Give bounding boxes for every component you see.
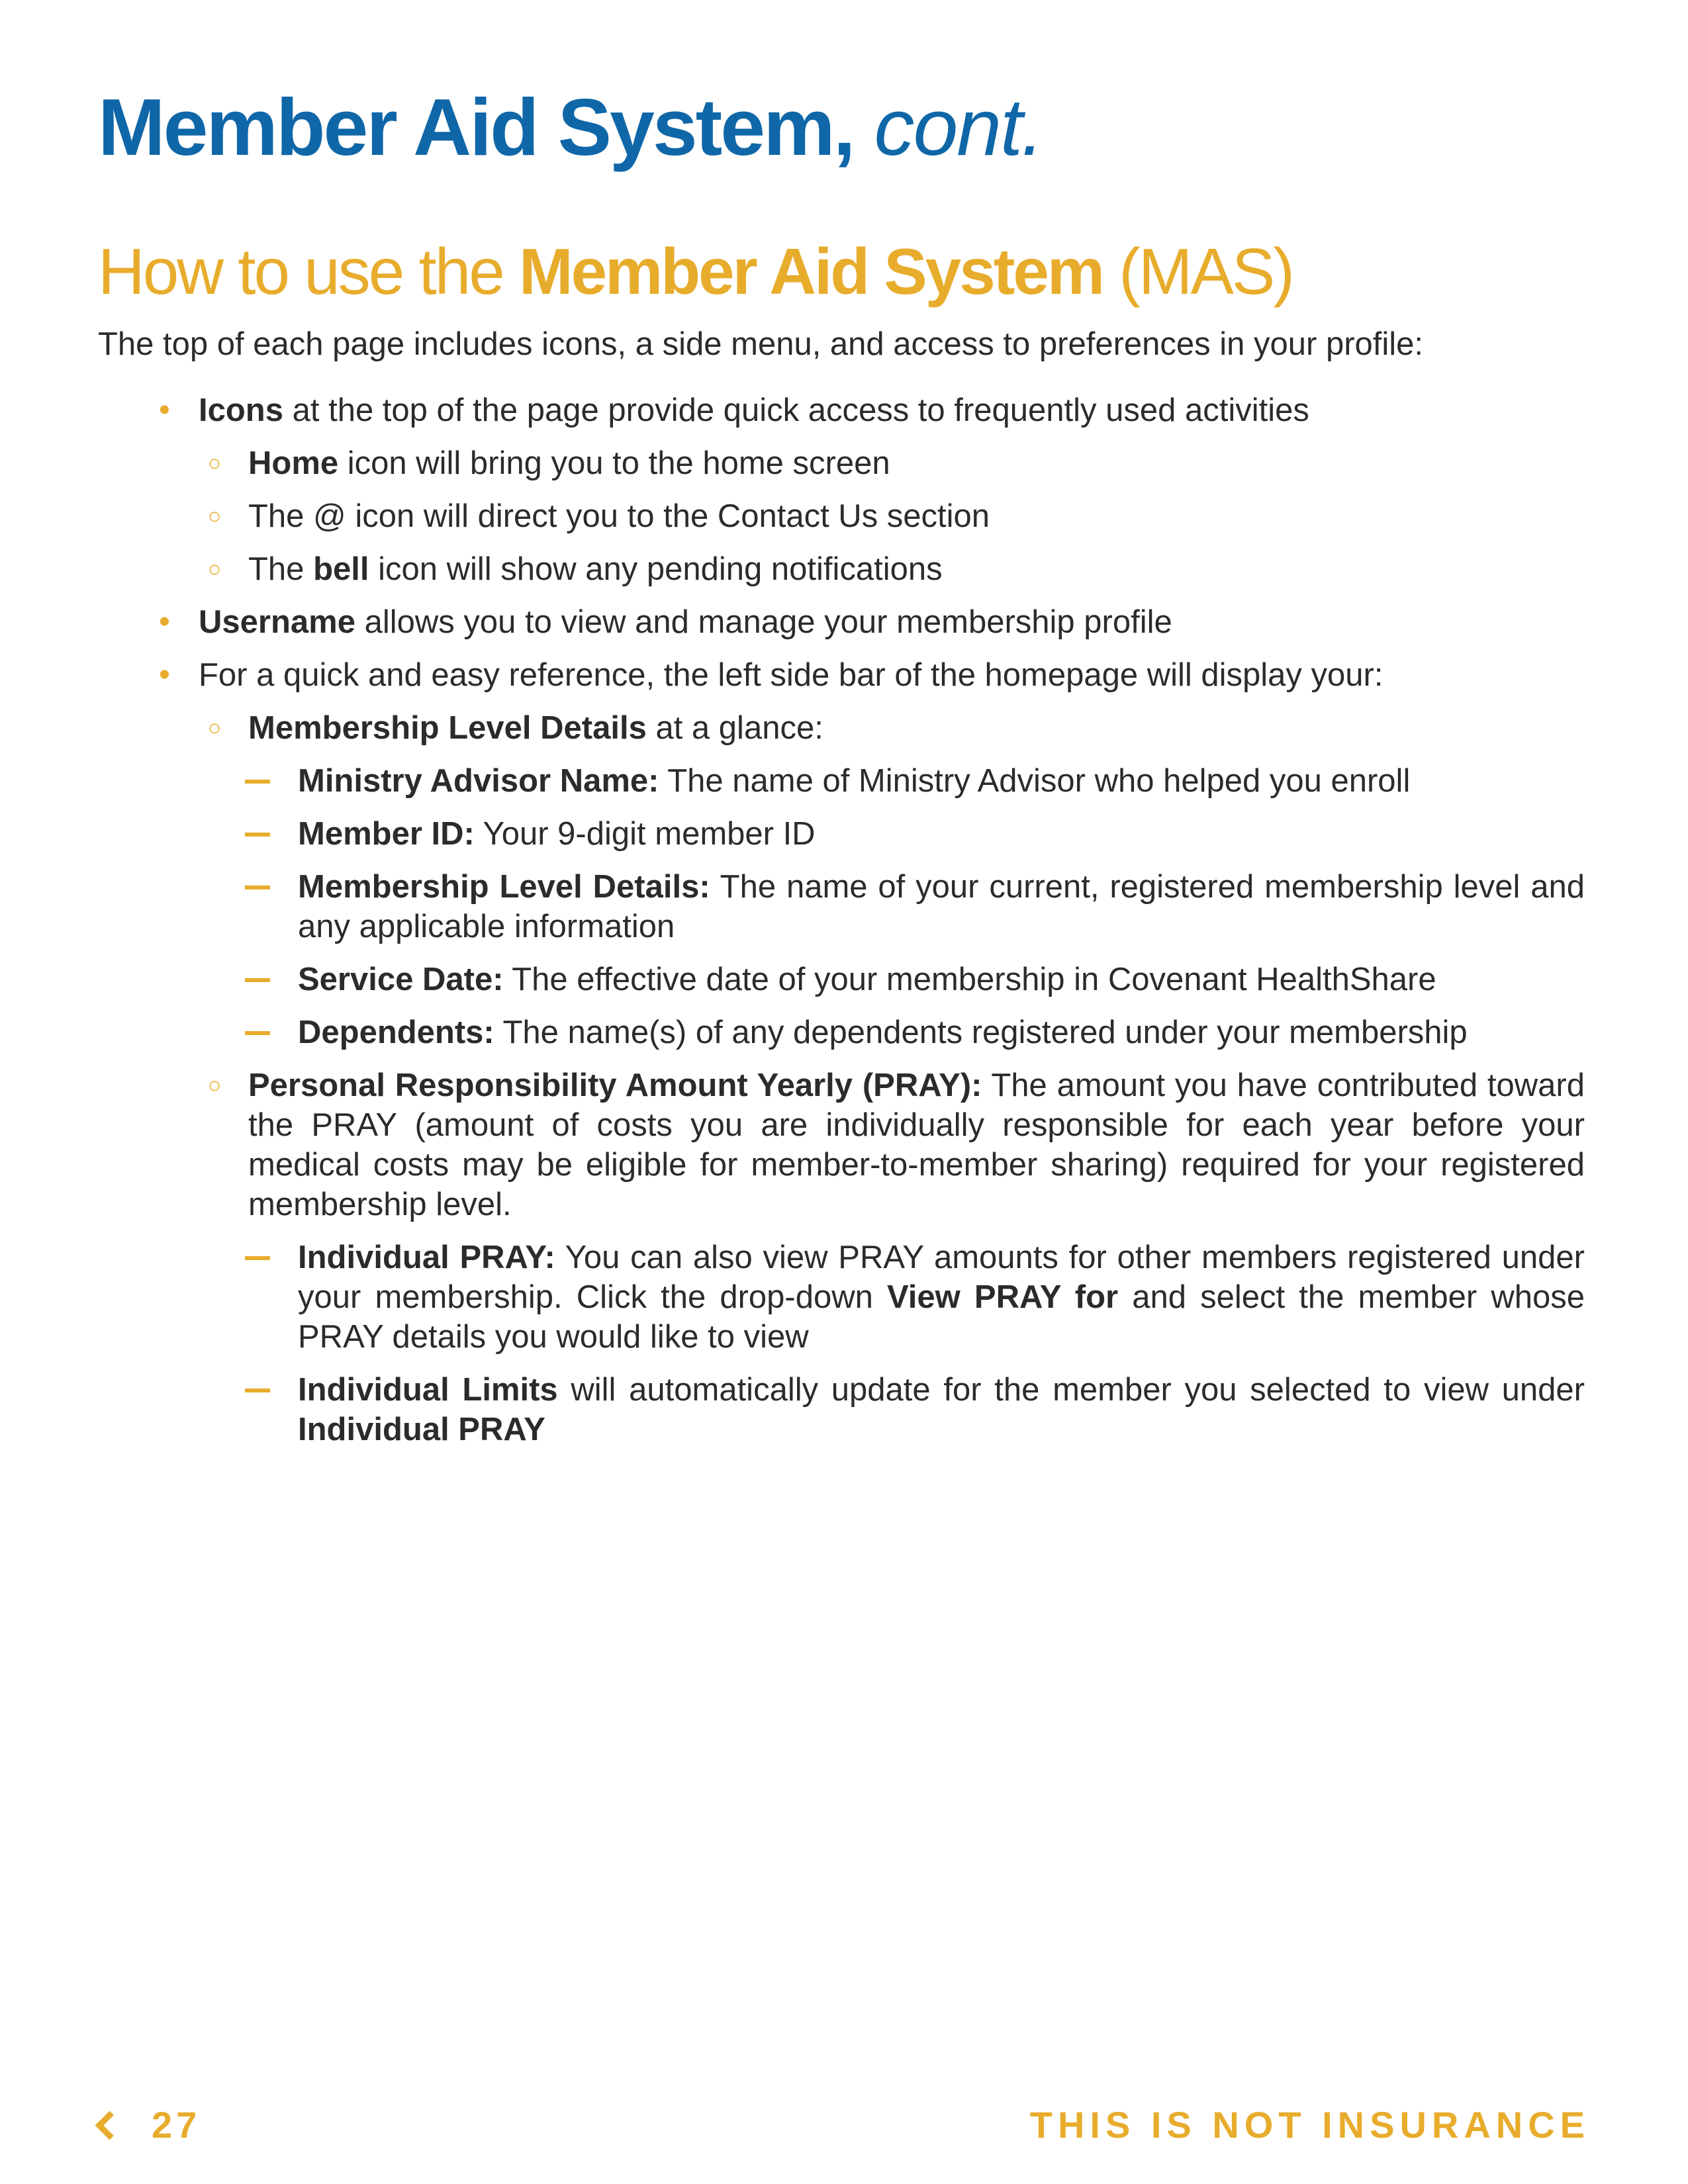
- item-bold: Service Date:: [298, 962, 504, 997]
- main-content: [98, 324, 1585, 1463]
- list-item-level-details: [98, 708, 1585, 748]
- dash-bullet-icon: [245, 1388, 270, 1392]
- item-bold: Dependents:: [298, 1015, 494, 1050]
- item-text: and select the member whose PRAY details you would like to view: [298, 1279, 1585, 1355]
- circle-bullet-icon: ○: [208, 1073, 222, 1098]
- footer-page-nav[interactable]: [99, 2103, 201, 2146]
- list-item-quick-reference: [98, 655, 1585, 695]
- dash-bullet-icon: [245, 780, 270, 784]
- item-text: allows you to view and manage your membership profile: [355, 604, 1172, 640]
- item-text: For a quick and easy reference, the left side bar of the homepage will display your:: [199, 657, 1383, 693]
- item-text: The name of Ministry Advisor who helped you enroll: [659, 763, 1411, 799]
- page-title: [98, 81, 1043, 173]
- item-text: will automatically update for the member you selected to view under: [557, 1372, 1585, 1408]
- dash-bullet-icon: [245, 978, 270, 982]
- dash-bullet-icon: [245, 1031, 270, 1035]
- list-item-advisor: [98, 761, 1585, 801]
- item-text: The: [248, 551, 314, 587]
- circle-bullet-icon: ○: [208, 451, 222, 476]
- chevron-left-icon[interactable]: [95, 2111, 124, 2140]
- list-item-individual-pray: [98, 1238, 1585, 1357]
- item-bold: Membership Level Details:: [298, 869, 710, 905]
- section-heading-bold: Member Aid System: [518, 235, 1103, 308]
- item-bold: Username: [199, 604, 355, 640]
- circle-bullet-icon: ○: [208, 504, 222, 529]
- dot-bullet-icon: •: [159, 604, 170, 639]
- footer-notice: THIS IS NOT INSURANCE: [1029, 2104, 1590, 2146]
- circle-bullet-icon: ○: [208, 557, 222, 582]
- item-text: at the top of the page provide quick access to frequently used activities: [283, 392, 1309, 428]
- section-heading: [98, 234, 1293, 309]
- circle-bullet-icon: ○: [208, 715, 222, 741]
- item-text: at a glance:: [646, 710, 823, 746]
- list-item-dependents: [98, 1013, 1585, 1052]
- list-item-individual-limits: [98, 1370, 1585, 1449]
- dot-bullet-icon: •: [159, 657, 170, 692]
- item-bold: Membership Level Details: [248, 710, 647, 746]
- item-text: The amount you have contributed toward the PRAY (amount of costs you are individually responsible for each year before your medical costs may be eligible for member-to-member sharing) required for your registered membership level.: [248, 1068, 1585, 1222]
- page-number: 27: [152, 2104, 201, 2146]
- dot-bullet-icon: •: [159, 392, 170, 428]
- item-bold: Individual Limits: [298, 1372, 558, 1408]
- section-heading-pre: How to use the: [98, 235, 503, 308]
- list-item-username: [98, 602, 1585, 642]
- dash-bullet-icon: [245, 1256, 270, 1260]
- list-item-service-date: [98, 960, 1585, 999]
- item-text: You can also view PRAY amounts for other members registered under your membership. Click the drop-down: [298, 1240, 1585, 1315]
- list-item-at: [98, 496, 1585, 536]
- item-text: The @ icon will direct you to the Contact Us section: [248, 498, 990, 534]
- dash-bullet-icon: [245, 833, 270, 837]
- item-bold: Individual PRAY:: [298, 1240, 555, 1275]
- list-item-icons: [98, 390, 1585, 430]
- item-text: The name(s) of any dependents registered under your membership: [494, 1015, 1468, 1050]
- list-item-home: [98, 443, 1585, 483]
- section-heading-post: (MAS): [1119, 235, 1293, 308]
- item-bold: Personal Responsibility Amount Yearly (PRAY):: [248, 1068, 982, 1103]
- dash-bullet-icon: [245, 886, 270, 889]
- item-bold: bell: [313, 551, 369, 587]
- list-item-pray: [98, 1066, 1585, 1224]
- item-text: Your 9-digit member ID: [474, 816, 816, 852]
- list-item-bell: [98, 549, 1585, 589]
- item-bold: Individual PRAY: [298, 1412, 545, 1447]
- page-title-main: Member Aid System,: [98, 82, 854, 172]
- list-item-membership-level: [98, 867, 1585, 946]
- list-item-member-id: [98, 814, 1585, 854]
- item-text: icon will bring you to the home screen: [338, 445, 890, 481]
- item-bold: Icons: [199, 392, 283, 428]
- item-text: The effective date of your membership in Covenant HealthShare: [503, 962, 1436, 997]
- item-text: icon will show any pending notifications: [369, 551, 943, 587]
- item-bold: Home: [248, 445, 339, 481]
- page-title-suffix: cont.: [874, 82, 1043, 172]
- item-text: The name of your current, registered membership level and any applicable information: [298, 869, 1585, 944]
- intro-paragraph: The top of each page includes icons, a side menu, and access to preferences in your profile:: [98, 326, 1424, 362]
- item-bold: Member ID:: [298, 816, 475, 852]
- item-bold: View PRAY for: [887, 1279, 1119, 1315]
- item-bold: Ministry Advisor Name:: [298, 763, 659, 799]
